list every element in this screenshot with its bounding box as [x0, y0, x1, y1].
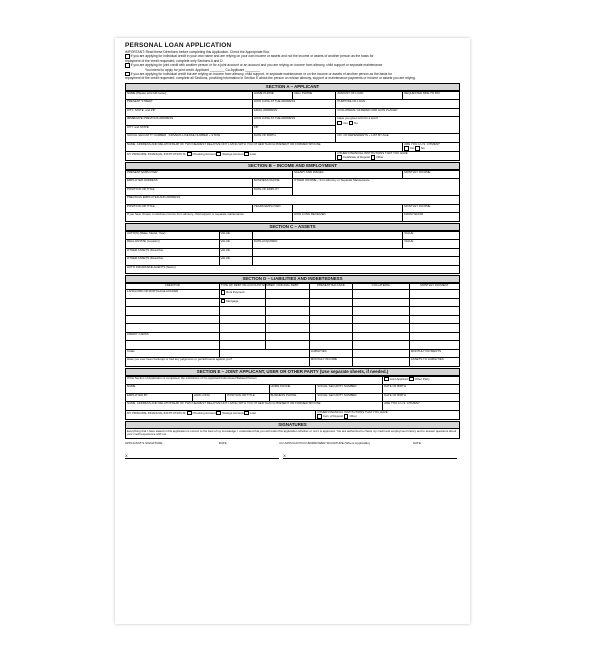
institution-field: MY PRINCIPAL FINANCIAL INSTITUTION IS: Checking Account Savings Account Loan — [126, 410, 316, 419]
dob-field[interactable]: DATE OF BIRTH — [383, 385, 460, 394]
table-row — [126, 332, 460, 341]
table-row — [126, 307, 460, 316]
section-d-header: SECTION D – LIABILITIES AND INDEBTEDNESS — [125, 275, 460, 283]
table-row — [126, 257, 460, 266]
table-row — [126, 213, 460, 222]
coapplicant-signature-line[interactable]: X — [283, 453, 457, 459]
intro-line: If you are applying for individual credit but are relying on income from alimony, child support, or separate maintenance or on the income or assets of another person as the basis for — [125, 72, 460, 77]
empty-cell[interactable] — [353, 290, 410, 299]
intro-line: repayment of the credit requested, complete all Sections, providing information in Section E about the person on whose alimony, support or maintenance payments or income or assets you are relying. — [125, 76, 416, 81]
empty-cell[interactable] — [266, 315, 309, 324]
section-a-table — [125, 91, 460, 161]
section-c-table — [125, 231, 460, 275]
column-header: COLLATERAL — [353, 284, 410, 290]
signatures-header: SIGNATURES — [125, 421, 460, 429]
cd-checkbox[interactable] — [317, 414, 322, 419]
auto-value-field[interactable]: VALUE — [219, 231, 252, 240]
table-row — [126, 265, 460, 274]
signature-statement: Everything that I have stated in this application is correct to the best of my knowledge. I understand that you will retain this application whether or not it is approved. You are authorized to check my credit and employment history and to answer questions about your credit experience with me. — [125, 429, 460, 439]
business-phone-field[interactable]: BUSINESS PHONE — [269, 393, 316, 402]
street-field[interactable]: PRESENT STREET — [126, 100, 253, 109]
loan-checkbox[interactable] — [244, 411, 249, 416]
table-row — [126, 117, 460, 126]
empty-cell[interactable] — [409, 315, 459, 324]
how-long-received-field[interactable]: HOW LONG RECEIVED — [292, 213, 402, 222]
section-b-table — [125, 170, 460, 222]
empty-cell[interactable] — [219, 349, 309, 358]
empty-cell[interactable] — [219, 315, 266, 324]
prev-how-long-field[interactable]: HOW LONG AT THE ADDRESS — [252, 117, 335, 126]
checking-checkbox[interactable] — [187, 411, 192, 416]
empty-cell[interactable] — [409, 341, 459, 350]
employer-address-field[interactable]: EMPLOYER ADDRESS — [126, 179, 253, 188]
home-phone-field[interactable]: HOME PHONE — [252, 91, 292, 100]
value-field[interactable]: VALUE — [403, 231, 460, 240]
rent-checkbox[interactable] — [221, 290, 226, 295]
zip-field[interactable]: ZIP — [252, 125, 335, 134]
date-label: DATE — [218, 440, 227, 445]
empty-cell[interactable] — [266, 324, 309, 333]
empty-cell[interactable] — [252, 248, 459, 257]
empty-cell[interactable] — [219, 332, 266, 341]
fin-question: Have you given a fin for a loan? Yes No — [336, 117, 460, 134]
table-row — [126, 315, 460, 324]
table-row — [126, 248, 460, 257]
loan-purpose-field[interactable]: PURPOSE OF LOAN — [336, 100, 460, 109]
landlord-field[interactable]: LANDLORD OR MORTGAGE HOLDER — [126, 290, 220, 299]
monthly-income-field[interactable]: MONTHLY INCOME — [309, 358, 352, 367]
empty-cell[interactable] — [309, 315, 352, 324]
monthly-payments-field[interactable]: MONTHLY PAYMENTS — [409, 349, 459, 358]
liabilities-field[interactable]: LIABILITIES — [309, 349, 352, 358]
empty-cell[interactable] — [309, 298, 352, 307]
auto-insurance-field[interactable]: AUTO INSURANCE AGENTS (Name) — [126, 265, 460, 274]
name-field[interactable]: NAME (Please print full name) — [126, 91, 253, 100]
section-b-header: SECTION B – INCOME AND EMPLOYMENT — [125, 162, 460, 170]
institution-field: MY PRINCIPAL FINANCIAL INSTITUTION IS: Checking Account Savings Account Loan — [126, 151, 336, 160]
checkbox[interactable] — [125, 63, 130, 68]
empty-cell[interactable] — [126, 315, 220, 324]
joint-applicant-checkbox[interactable] — [384, 377, 389, 382]
requested-pay-field[interactable]: REQUESTED MDE TO PAY — [403, 91, 460, 100]
intro-line: If you are applying for individual credit in your own name and are relying on your own income or assets and not the income or assets of another person as the basis for — [125, 54, 460, 59]
table-row — [126, 385, 460, 394]
empty-cell[interactable] — [266, 341, 309, 350]
business-phone-field[interactable]: BUSINESS PHONE — [252, 179, 292, 188]
date-label: DATE — [413, 440, 421, 445]
section-c-header: SECTION C – ASSETS — [125, 223, 460, 231]
section-e-note: If this Section of Application is completed, the institutions of Co-Applicant/Coborrower/Related Person — [126, 376, 383, 385]
empty-cell[interactable] — [353, 324, 410, 333]
value-field[interactable]: VALUE — [403, 240, 460, 249]
how-long-field[interactable]: HOW LONG AT THE ADDRESS — [252, 100, 335, 109]
yes-checkbox[interactable] — [337, 121, 342, 126]
other-institutions-field: OTHER FINANCIAL INSTITUTIONS THAT YOU HAVE Cert. of Deposit Other — [316, 410, 460, 419]
real-estate-value-field[interactable]: VALUE — [219, 240, 252, 249]
empty-cell[interactable] — [266, 307, 309, 316]
other-assets-field[interactable]: OTHER ASSETS (Describe) — [126, 248, 220, 257]
empty-cell[interactable] — [353, 358, 410, 367]
empty-cell[interactable] — [309, 307, 352, 316]
column-header: PRESENT BALANCE — [309, 284, 352, 290]
section-a-header: SECTION A – APPLICANT — [125, 83, 460, 91]
other-party-checkbox[interactable] — [409, 377, 414, 382]
empty-cell[interactable] — [309, 341, 352, 350]
totals-label: Totals — [126, 349, 220, 358]
disclose-income-field[interactable]: If you have chosen to disclose income from alimony, child support or separate maintenance — [126, 213, 293, 222]
bankrupt-question[interactable]: Have you ever been bankrupt or had any judgments or garnishments against you? — [126, 358, 310, 367]
empty-cell[interactable] — [219, 324, 266, 333]
empty-cell[interactable] — [409, 324, 459, 333]
present-employer-field[interactable]: PRESENT EMPLOYER — [126, 170, 293, 179]
city-state-field[interactable]: CITY and STATE — [126, 125, 253, 134]
section-d-table — [125, 283, 460, 367]
loan-amount-field[interactable]: AMOUNT OF LOAN — [336, 91, 403, 100]
empty-cell[interactable] — [126, 298, 220, 307]
employed-by-field[interactable]: EMPLOYED BY — [126, 393, 193, 402]
no-checkbox[interactable] — [415, 146, 420, 151]
how-long-field[interactable]: HOW LONG — [192, 393, 225, 402]
ssn-field[interactable]: SOCIAL SECURITY NUMBER — [316, 385, 383, 394]
position-field[interactable]: POSITION OR TITLE — [226, 393, 269, 402]
column-header: ORIGINAL DEBT — [266, 284, 309, 290]
signature-labels — [125, 441, 460, 445]
salary-field[interactable]: SALARY AND WAGES — [292, 170, 402, 179]
empty-cell[interactable] — [353, 349, 410, 358]
table-row — [126, 151, 460, 160]
table-row — [126, 196, 460, 205]
other-income-field[interactable]: OTHER INCOME – from Alimony or Separate Maintenance — [292, 179, 459, 196]
rent-option: Rent Payment — [219, 290, 266, 299]
real-estate-field[interactable]: REAL ESTATE (Location) — [126, 240, 220, 249]
assets-to-liabilities-field[interactable]: ASSETS TO LIABILITIES — [409, 358, 459, 367]
prev-monthly-income-field[interactable]: MONTHLY INCOME — [403, 204, 460, 213]
previous-employer-field[interactable]: PREVIOUS EMPLOYER AND ADDRESS — [126, 196, 460, 205]
table-row — [126, 298, 460, 307]
empty-cell[interactable] — [409, 290, 459, 299]
date-acquired-field[interactable]: DATE ACQUIRED — [252, 240, 402, 249]
applicant-signature-label: APPLICANT'S SIGNATURE — [125, 440, 163, 445]
prev-position-field[interactable]: POSITION OR TITLE — [126, 204, 253, 213]
table-row — [126, 179, 460, 188]
citizen-field[interactable]: ARE YOU A U.S. CITIZEN? — [383, 402, 460, 411]
home-phone-field[interactable]: HOME PHONE — [269, 385, 316, 394]
empty-cell[interactable] — [266, 298, 309, 307]
no-checkbox[interactable] — [349, 121, 354, 126]
table-row — [126, 358, 460, 367]
relatives-field[interactable]: NAME, ADDRESS AND RELATIONSHIP OF TWO NEAREST RELATIVE NOT LIVING WITH YOU OTHER THAN A PRESENT OR FORMER SPOUSE — [126, 402, 383, 411]
cell-phone-field[interactable]: CELL PHONE — [293, 91, 336, 100]
mortgage-option: Mortgage — [219, 298, 266, 307]
ssn-field[interactable]: SOCIAL SECURITY NUMBER — [316, 393, 383, 402]
ssn-field[interactable]: SOCIAL SECURITY NUMBER DRIVERS LICENSE NUMBER + STATE — [126, 134, 253, 143]
empty-cell[interactable] — [219, 341, 266, 350]
date-employ-field[interactable]: DATE OF EMPLOY — [252, 187, 292, 196]
monthly-income-field[interactable]: MONTHLY INCOME — [403, 170, 460, 179]
other-checkbox[interactable] — [344, 414, 349, 419]
checking-checkbox[interactable] — [187, 152, 192, 157]
dependents-field[interactable]: NO. OF DEPENDENTS + LIST BY AGE — [336, 134, 460, 143]
coapplicant-signature-label: CO-APPLICANT/CO-BORROWER SIGNATURE (Where Applicable) — [279, 440, 370, 445]
other-checkbox[interactable] — [371, 155, 376, 160]
intro-line: IMPORTANT: Read these Directions before completing this Application. Check the Appropriate Box. — [125, 50, 271, 54]
empty-cell[interactable] — [309, 290, 352, 299]
party-type: Joint Applicant Other Party — [383, 376, 460, 385]
empty-cell[interactable] — [409, 332, 459, 341]
previous-address-field[interactable]: IMMEDIATE PREVIOUS ADDRESS — [126, 117, 253, 126]
table-row — [126, 376, 460, 385]
dob-field[interactable]: DATE OF BIRTH — [383, 393, 460, 402]
section-e-table — [125, 376, 460, 420]
empty-cell[interactable] — [309, 324, 352, 333]
form-title: PERSONAL LOAN APPLICATION — [125, 42, 232, 49]
empty-cell[interactable] — [126, 341, 220, 350]
empty-cell[interactable] — [409, 307, 459, 316]
cd-checkbox[interactable] — [337, 155, 342, 160]
credit-cards-field[interactable]: CREDIT CARDS — [126, 332, 220, 341]
empty-cell[interactable] — [309, 332, 352, 341]
table-row — [126, 170, 460, 179]
relatives-field[interactable]: NAME, ADDRESS AND RELATIONSHIP OF TWO NEAREST RELATIVE NOT LIVING WITH YOU OTHER THAN A PRESENT OR FORMER SPOUSE — [126, 142, 403, 151]
intro-line: If you are applying for joint credit with another person or for a joint account or an account and you are relying on income from alimony, child support or separate maintenance — [125, 63, 460, 68]
form-sheet — [115, 38, 470, 624]
signature-lines — [125, 453, 460, 459]
column-header: MONTHLY PAYMENT — [409, 284, 459, 290]
years-employed-field[interactable]: YEARS EMPLOYED — [252, 204, 292, 213]
mortgage-checkbox[interactable] — [221, 299, 226, 304]
other-institutions-field: OTHER FINANCIAL INSTITUTIONS THAT YOU HAVE Certificate of Deposit Other — [336, 151, 460, 160]
applicant-signature-line[interactable]: X — [125, 453, 279, 459]
other-assets-field[interactable]: OTHER ASSETS (Describe) — [126, 257, 220, 266]
from-whom-field[interactable]: FROM WHOM — [403, 213, 460, 222]
savings-checkbox[interactable] — [216, 411, 221, 416]
other-assets-value-field[interactable]: VALUE — [219, 248, 252, 257]
empty-cell[interactable] — [353, 332, 410, 341]
savings-checkbox[interactable] — [216, 152, 221, 157]
intro-line: repayment of the credit requested, complete only Sections A and D. — [125, 58, 224, 63]
empty-cell[interactable] — [409, 298, 459, 307]
empty-cell[interactable] — [266, 290, 309, 299]
dob-field[interactable]: DATE OF BIRTH — [252, 134, 335, 143]
empty-cell[interactable] — [126, 324, 220, 333]
table-row — [126, 402, 460, 411]
column-header: CREDITOR — [126, 284, 220, 290]
empty-cell[interactable] — [126, 307, 220, 316]
table-row — [126, 100, 460, 109]
position-field[interactable]: POSITION OR TITLE — [126, 187, 253, 196]
loan-checkbox[interactable] — [244, 152, 249, 157]
other-assets-value-field[interactable]: VALUE — [219, 257, 252, 266]
city-field[interactable]: CITY, STATE, and ZIP — [126, 108, 253, 117]
collateral-field[interactable]: COLLATERAL OFFERED AND HOW PLACED — [336, 108, 460, 117]
table-row — [126, 410, 460, 419]
table-row — [126, 142, 460, 151]
section-e-header: SECTION E – JOINT APPLICANT, USER OR OTHER PARTY (Use separate sheets, if needed.) — [125, 368, 460, 376]
intro-line: You intend to apply for joint credit. Applicant ________ Co-Applicant ________ — [145, 67, 260, 72]
empty-cell[interactable] — [266, 332, 309, 341]
table-row — [126, 341, 460, 350]
empty-cell[interactable] — [353, 315, 410, 324]
column-header: TYPE OF DEBT OR ACCOUNT NUMBER — [219, 284, 266, 290]
name-field[interactable]: NAME — [126, 385, 270, 394]
citizen-field: ARE YOU A U.S. CITIZEN? Yes No — [403, 142, 460, 151]
table-row — [126, 324, 460, 333]
empty-cell[interactable] — [353, 307, 410, 316]
empty-cell[interactable] — [219, 307, 266, 316]
table-row — [126, 240, 460, 249]
form-content — [125, 42, 460, 459]
empty-cell[interactable] — [353, 341, 410, 350]
empty-cell[interactable] — [252, 257, 459, 266]
auto-field[interactable]: AUTO(S) (Make, Model, Year) — [126, 231, 220, 240]
form-instructions — [125, 50, 460, 81]
table-row — [126, 290, 460, 299]
email-field[interactable]: EMAIL ADDRESS — [252, 108, 335, 117]
empty-cell[interactable] — [353, 298, 410, 307]
